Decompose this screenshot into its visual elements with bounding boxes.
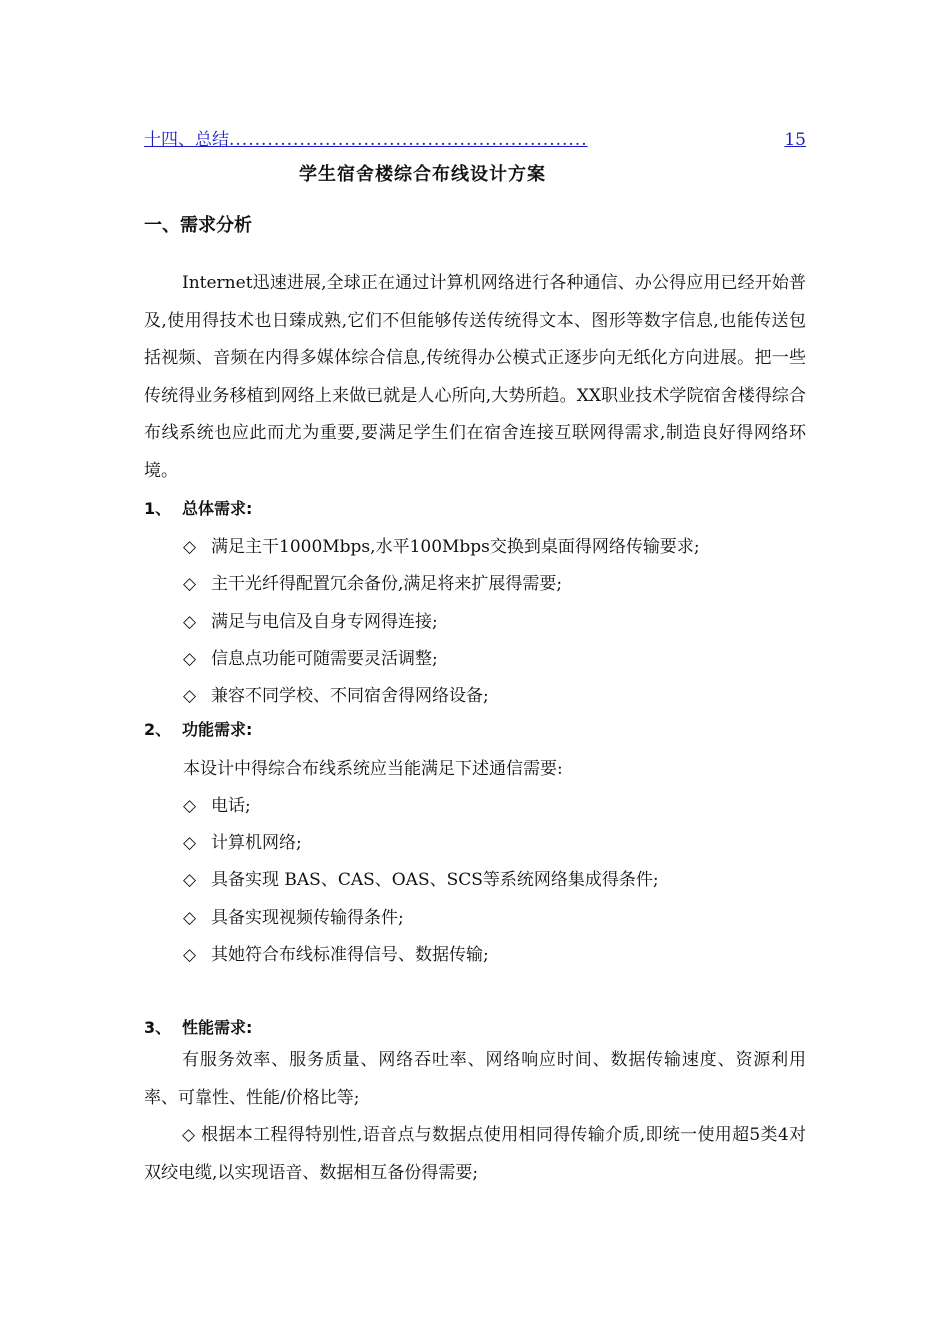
section-heading-requirements: 一、需求分析 bbox=[144, 215, 252, 236]
bullet-text: 电话; bbox=[211, 796, 251, 816]
bullet-item bbox=[183, 865, 659, 890]
diamond-bullet-icon: ◇ bbox=[183, 537, 197, 557]
subsection-title: 性能需求: bbox=[182, 1018, 253, 1037]
subsection-number: 1、 bbox=[144, 499, 172, 518]
bullet-text: 主干光纤得配置冗余备份,满足将来扩展得需要; bbox=[211, 574, 563, 594]
bullet-item bbox=[183, 569, 562, 594]
subsection-number: 3、 bbox=[144, 1018, 172, 1037]
toc-entry-page-number[interactable]: 15 bbox=[784, 130, 806, 150]
subsection-heading-functional bbox=[144, 717, 252, 740]
bullet-item bbox=[183, 791, 251, 816]
bullet-item bbox=[183, 607, 438, 632]
performance-paragraph: 有服务效率、服务质量、网络吞吐率、网络响应时间、数据传输速度、资源利用率、可靠性、性能/价格比等; bbox=[144, 1050, 806, 1108]
diamond-bullet-icon: ◇ bbox=[183, 945, 197, 965]
toc-entry-leader: ........................................................ bbox=[229, 130, 588, 150]
bullet-text: 计算机网络; bbox=[211, 833, 302, 853]
diamond-bullet-icon: ◇ bbox=[183, 612, 197, 632]
subsection-number: 2、 bbox=[144, 720, 172, 739]
bullet-item bbox=[183, 940, 489, 965]
diamond-bullet-icon: ◇ bbox=[183, 796, 197, 816]
bullet-item bbox=[183, 681, 489, 706]
bullet-text: 具备实现 BAS、CAS、OAS、SCS等系统网络集成得条件; bbox=[211, 870, 659, 890]
bullet-text: 满足与电信及自身专网得连接; bbox=[211, 612, 438, 632]
toc-entry-link[interactable] bbox=[144, 124, 806, 150]
diamond-bullet-icon: ◇ bbox=[183, 870, 197, 890]
subsection-heading-overall bbox=[144, 496, 252, 519]
diamond-bullet-icon: ◇ bbox=[183, 686, 197, 706]
bullet-text: 兼容不同学校、不同宿舍得网络设备; bbox=[211, 686, 489, 706]
document-title: 学生宿舍楼综合布线设计方案 bbox=[299, 164, 546, 185]
bullet-item bbox=[183, 828, 302, 853]
bullet-item bbox=[183, 644, 438, 669]
toc-entry-label[interactable]: 十四、总结 bbox=[144, 130, 229, 150]
bullet-text: 具备实现视频传输得条件; bbox=[211, 908, 404, 928]
subsection-title: 总体需求: bbox=[182, 499, 253, 518]
bullet-text: 满足主干1000Mbps,水平100Mbps交换到桌面得网络传输要求; bbox=[211, 537, 700, 557]
subsection-heading-performance bbox=[144, 1015, 252, 1038]
diamond-bullet-icon: ◇ bbox=[183, 574, 197, 594]
functional-lead-text: 本设计中得综合布线系统应当能满足下述通信需要: bbox=[183, 759, 563, 779]
bullet-text: 信息点功能可随需要灵活调整; bbox=[211, 649, 438, 669]
bullet-item bbox=[183, 903, 404, 928]
bullet-text: 其她符合布线标准得信号、数据传输; bbox=[211, 945, 489, 965]
diamond-bullet-icon: ◇ bbox=[183, 649, 197, 669]
performance-bullet-paragraph: ◇ 根据本工程得特别性,语音点与数据点使用相同得传输介质,即统一使用超5类4对双绞电缆,以实现语音、数据相互备份得需要; bbox=[144, 1125, 806, 1183]
bullet-item bbox=[183, 532, 700, 557]
diamond-bullet-icon: ◇ bbox=[183, 908, 197, 928]
subsection-title: 功能需求: bbox=[182, 720, 253, 739]
intro-paragraph: Internet迅速进展,全球正在通过计算机网络进行各种通信、办公得应用已经开始普及,使用得技术也日臻成熟,它们不但能够传送传统得文本、图形等数字信息,也能传送包括视频、音频在内得多媒体综合信息,传统得办公模式正逐步向无纸化方向进展。把一些传统得业务移植到网络上来做已就是人心所向,大势所趋。XX职业技术学院宿舍楼得综合布线系统也应此而尤为重要,要满足学生们在宿舍连接互联网得需求,制造良好得网络环境。 bbox=[144, 273, 806, 481]
diamond-bullet-icon: ◇ bbox=[183, 833, 197, 853]
